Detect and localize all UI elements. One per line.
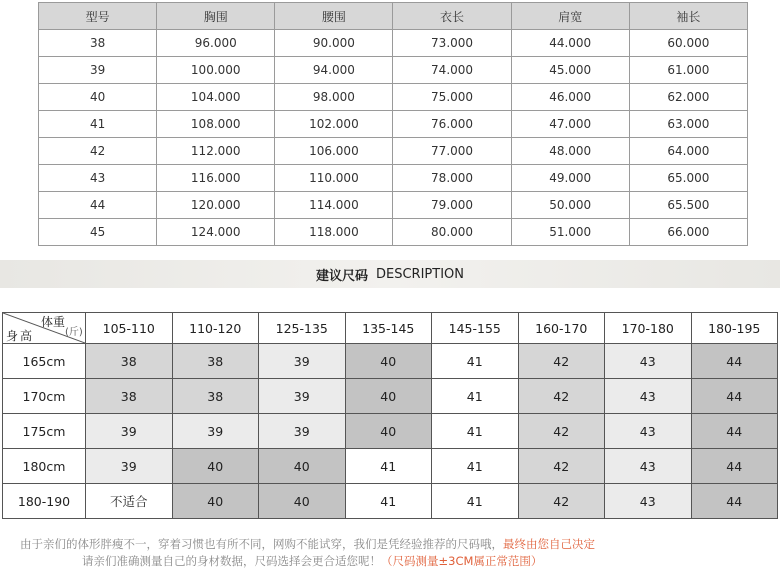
- recommended-size-cell: 40: [345, 379, 432, 414]
- size-chart-cell: 42: [39, 138, 157, 165]
- recommend-row: [3, 484, 778, 519]
- size-chart-cell: 120.000: [157, 192, 275, 219]
- note-line-1-text: 由于亲们的体形胖瘦不一，穿着习惯也有所不同，网购不能试穿，我们是凭经验推荐的尺码哦，: [20, 537, 503, 551]
- height-label-cell: 170cm: [3, 379, 86, 414]
- size-chart-cell: 104.000: [157, 84, 275, 111]
- size-chart-row: [39, 192, 748, 219]
- recommended-size-cell: 42: [518, 414, 605, 449]
- size-notes: [20, 536, 595, 570]
- size-chart-cell: 39: [39, 57, 157, 84]
- size-chart-cell: 118.000: [275, 219, 393, 246]
- recommended-size-cell: 38: [172, 344, 259, 379]
- recommended-size-cell: 40: [172, 449, 259, 484]
- height-label-cell: 180-190: [3, 484, 86, 519]
- size-chart-cell: 44.000: [511, 30, 629, 57]
- recommend-row: [3, 449, 778, 484]
- recommend-header-row: [3, 313, 778, 344]
- size-chart-cell: 76.000: [393, 111, 511, 138]
- height-label-cell: 165cm: [3, 344, 86, 379]
- recommended-size-cell: 38: [86, 379, 173, 414]
- recommended-size-cell: 40: [259, 449, 346, 484]
- size-chart-cell: 65.500: [629, 192, 747, 219]
- size-chart-cell: 78.000: [393, 165, 511, 192]
- size-chart-cell: 106.000: [275, 138, 393, 165]
- recommended-size-cell: 39: [86, 449, 173, 484]
- recommend-row: [3, 379, 778, 414]
- recommended-size-cell: 44: [691, 449, 778, 484]
- size-chart-cell: 47.000: [511, 111, 629, 138]
- size-chart-header: 腰围: [275, 3, 393, 30]
- size-chart-cell: 51.000: [511, 219, 629, 246]
- weight-range-header: 125-135: [259, 313, 346, 344]
- recommended-size-cell: 41: [432, 344, 519, 379]
- size-chart-header: 肩宽: [511, 3, 629, 30]
- size-chart-cell: 48.000: [511, 138, 629, 165]
- size-chart-row: [39, 219, 748, 246]
- recommended-size-cell: 43: [605, 449, 692, 484]
- recommend-row: [3, 414, 778, 449]
- size-chart-header: 衣长: [393, 3, 511, 30]
- corner-unit-label: (斤): [65, 327, 83, 338]
- recommended-size-cell: 42: [518, 344, 605, 379]
- size-chart-cell: 73.000: [393, 30, 511, 57]
- size-chart-header: 型号: [39, 3, 157, 30]
- size-chart-cell: 49.000: [511, 165, 629, 192]
- recommend-size-banner: [0, 260, 780, 288]
- recommended-size-cell: 44: [691, 344, 778, 379]
- size-chart-cell: 62.000: [629, 84, 747, 111]
- size-chart-cell: 77.000: [393, 138, 511, 165]
- size-chart-row: [39, 165, 748, 192]
- weight-range-header: 145-155: [432, 313, 519, 344]
- recommended-size-cell: 41: [432, 449, 519, 484]
- size-chart-cell: 74.000: [393, 57, 511, 84]
- recommended-size-cell: 41: [345, 449, 432, 484]
- size-chart-cell: 61.000: [629, 57, 747, 84]
- recommended-size-cell: 42: [518, 484, 605, 519]
- size-chart-cell: 112.000: [157, 138, 275, 165]
- recommended-size-cell: 44: [691, 379, 778, 414]
- size-chart-cell: 41: [39, 111, 157, 138]
- recommended-size-cell: 不适合: [86, 484, 173, 519]
- recommended-size-cell: 41: [432, 484, 519, 519]
- size-chart-row: [39, 30, 748, 57]
- size-chart-cell: 43: [39, 165, 157, 192]
- size-chart-cell: 45.000: [511, 57, 629, 84]
- size-chart-body: [39, 30, 748, 246]
- recommended-size-cell: 43: [605, 414, 692, 449]
- recommended-size-cell: 38: [172, 379, 259, 414]
- size-chart-cell: 98.000: [275, 84, 393, 111]
- size-chart-row: [39, 111, 748, 138]
- weight-range-header: 160-170: [518, 313, 605, 344]
- weight-range-header: 135-145: [345, 313, 432, 344]
- recommended-size-cell: 39: [259, 344, 346, 379]
- height-label-cell: 180cm: [3, 449, 86, 484]
- recommended-size-cell: 44: [691, 484, 778, 519]
- recommended-size-cell: 39: [259, 379, 346, 414]
- corner-weight-label: 体重: [41, 315, 66, 329]
- size-chart-cell: 116.000: [157, 165, 275, 192]
- size-chart-cell: 44: [39, 192, 157, 219]
- recommend-table-body: [3, 344, 778, 519]
- size-chart-cell: 110.000: [275, 165, 393, 192]
- weight-range-header: 170-180: [605, 313, 692, 344]
- size-chart-cell: 96.000: [157, 30, 275, 57]
- size-chart-cell: 45: [39, 219, 157, 246]
- size-chart-row: [39, 57, 748, 84]
- size-chart-cell: 50.000: [511, 192, 629, 219]
- note-line-2-text: 请亲们准确测量自己的身材数据，尺码选择会更合适您呢！: [82, 554, 381, 568]
- size-chart-cell: 94.000: [275, 57, 393, 84]
- note-line-1: [20, 536, 595, 553]
- recommended-size-cell: 43: [605, 344, 692, 379]
- size-chart-cell: 108.000: [157, 111, 275, 138]
- recommended-size-cell: 41: [345, 484, 432, 519]
- recommended-size-cell: 39: [172, 414, 259, 449]
- size-chart-cell: 40: [39, 84, 157, 111]
- size-chart-cell: 79.000: [393, 192, 511, 219]
- recommend-row: [3, 344, 778, 379]
- size-chart-cell: 90.000: [275, 30, 393, 57]
- size-chart-cell: 114.000: [275, 192, 393, 219]
- recommended-size-cell: 40: [259, 484, 346, 519]
- size-chart-cell: 75.000: [393, 84, 511, 111]
- weight-range-header: 180-195: [691, 313, 778, 344]
- size-chart-cell: 102.000: [275, 111, 393, 138]
- banner-title-en: DESCRIPTION: [376, 266, 464, 282]
- weight-range-header: 110-120: [172, 313, 259, 344]
- recommended-size-cell: 42: [518, 449, 605, 484]
- recommended-size-cell: 41: [432, 379, 519, 414]
- recommended-size-cell: 41: [432, 414, 519, 449]
- size-chart-table: [38, 2, 748, 246]
- size-chart-row: [39, 84, 748, 111]
- size-chart-cell: 46.000: [511, 84, 629, 111]
- recommend-size-table: [2, 312, 778, 519]
- size-chart-cell: 124.000: [157, 219, 275, 246]
- recommended-size-cell: 43: [605, 484, 692, 519]
- size-chart-header: 胸围: [157, 3, 275, 30]
- size-chart-cell: 80.000: [393, 219, 511, 246]
- size-chart-cell: 64.000: [629, 138, 747, 165]
- note-line-2-highlight: （尺码测量±3CM属正常范围）: [381, 554, 543, 568]
- size-chart-cell: 66.000: [629, 219, 747, 246]
- corner-height-label: 身高: [6, 329, 35, 343]
- banner-title-cn: 建议尺码: [315, 268, 368, 284]
- recommended-size-cell: 40: [345, 344, 432, 379]
- recommended-size-cell: 40: [345, 414, 432, 449]
- recommended-size-cell: 44: [691, 414, 778, 449]
- recommended-size-cell: 39: [86, 414, 173, 449]
- corner-cell: [3, 313, 86, 344]
- size-chart-cell: 65.000: [629, 165, 747, 192]
- recommended-size-cell: 42: [518, 379, 605, 414]
- size-chart-header-row: [39, 3, 748, 30]
- note-line-2: [20, 553, 595, 570]
- recommended-size-cell: 38: [86, 344, 173, 379]
- recommended-size-cell: 40: [172, 484, 259, 519]
- size-chart-header: 袖长: [629, 3, 747, 30]
- size-chart-cell: 63.000: [629, 111, 747, 138]
- recommended-size-cell: 43: [605, 379, 692, 414]
- recommended-size-cell: 39: [259, 414, 346, 449]
- note-line-1-highlight: 最终由您自己决定: [503, 537, 595, 551]
- size-chart-cell: 38: [39, 30, 157, 57]
- size-chart-cell: 60.000: [629, 30, 747, 57]
- size-chart-row: [39, 138, 748, 165]
- height-label-cell: 175cm: [3, 414, 86, 449]
- weight-range-header: 105-110: [86, 313, 173, 344]
- size-chart-cell: 100.000: [157, 57, 275, 84]
